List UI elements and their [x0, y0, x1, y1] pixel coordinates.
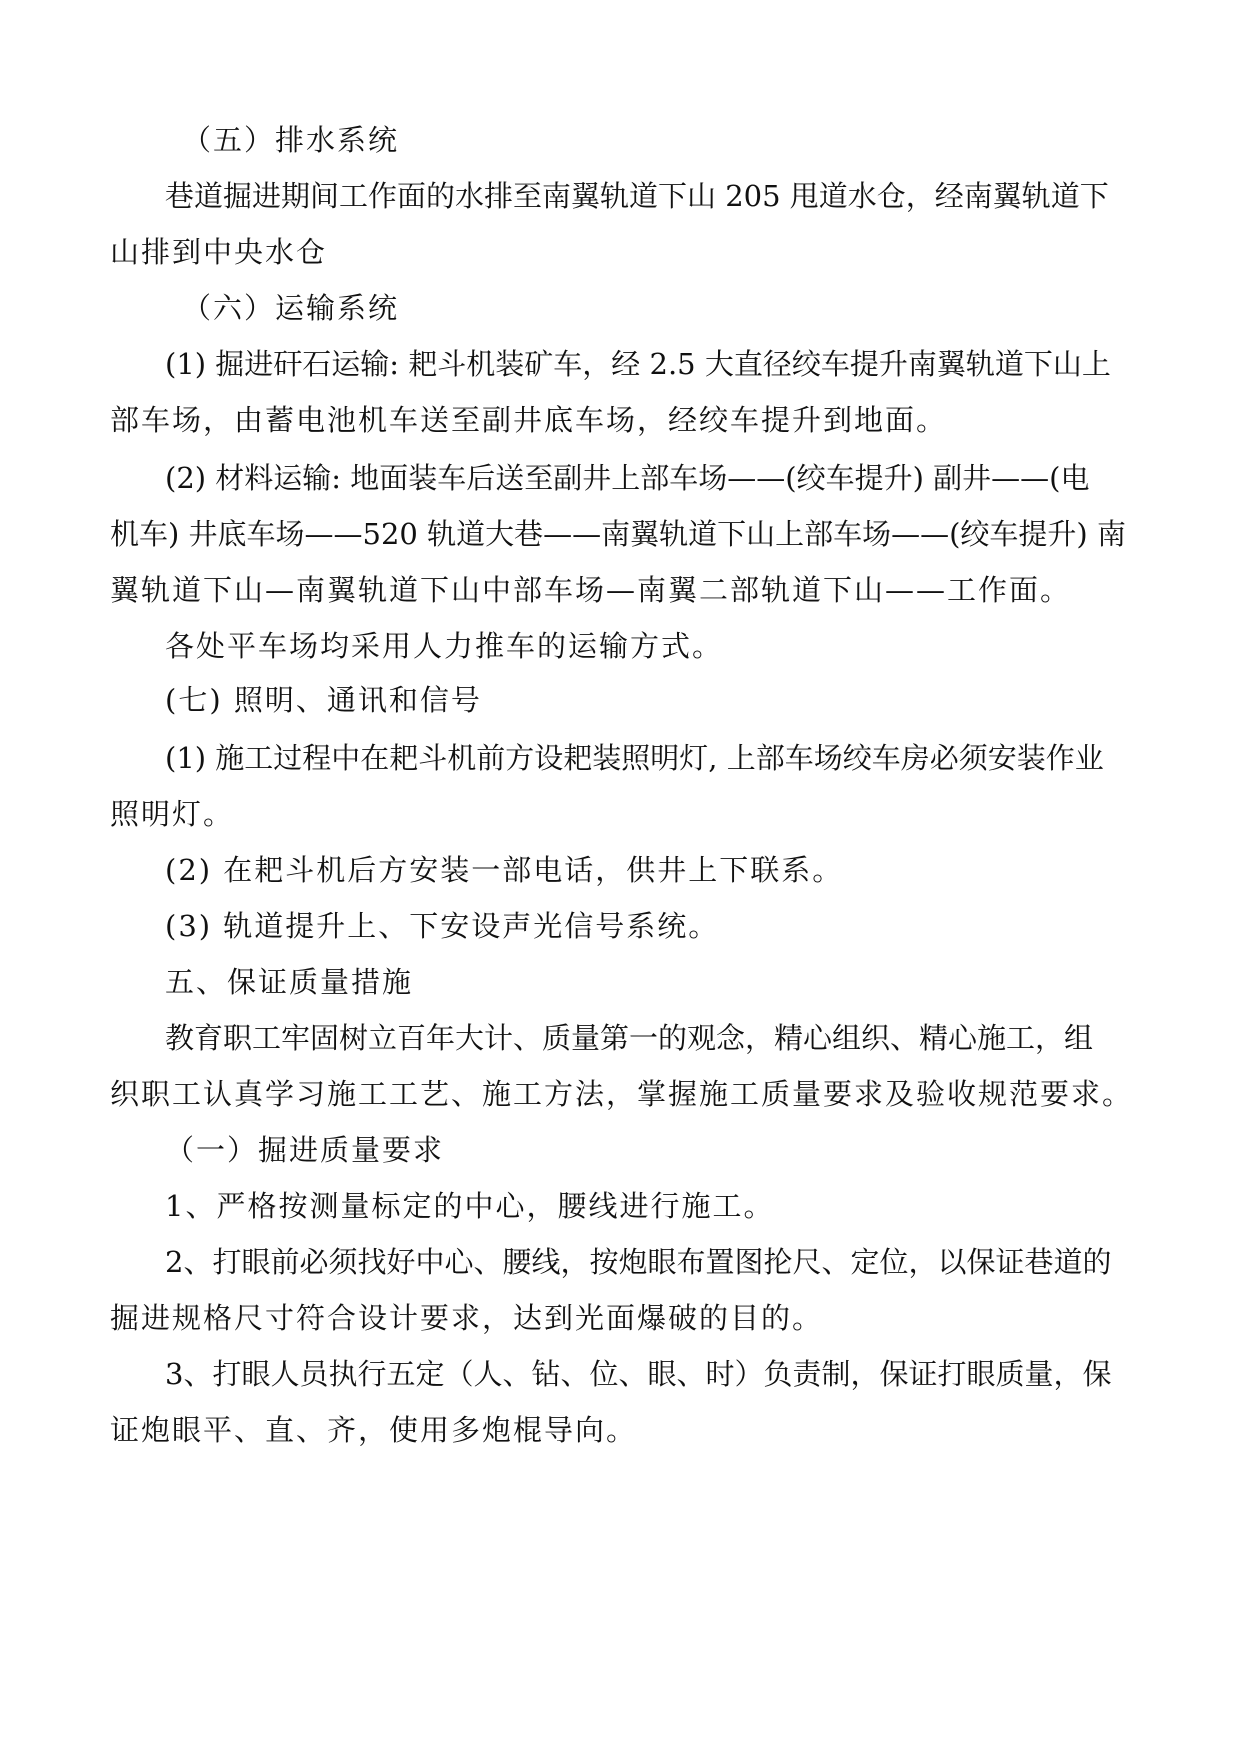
- paragraph-lighting-line-2: 照明灯。: [110, 797, 235, 831]
- paragraph-lighting-line-1: (1) 施工过程中在耙斗机前方设耙装照明灯, 上部车场绞车房必须安装作业: [165, 741, 1104, 775]
- paragraph-signal-system: (3) 轨道提升上、下安设声光信号系统。: [165, 909, 720, 943]
- paragraph-drainage-line-2: 山排到中央水仓: [110, 235, 328, 269]
- paragraph-item-2-line-2: 掘进规格尺寸符合设计要求，达到光面爆破的目的。: [110, 1301, 824, 1335]
- paragraph-telephone: (2) 在耙斗机后方安装一部电话，供井上下联系。: [165, 853, 844, 887]
- paragraph-item-3-line-2: 证炮眼平、直、齐，使用多炮棍导向。: [110, 1413, 638, 1447]
- paragraph-quality-line-1: 教育职工牢固树立百年大计、质量第一的观念，精心组织、精心施工，组: [165, 1021, 1094, 1055]
- paragraph-material-transport-line-3: 翼轨道下山—南翼轨道下山中部车场—南翼二部轨道下山——工作面。: [110, 573, 1072, 607]
- heading-lighting-communication: (七) 照明、通讯和信号: [165, 683, 482, 717]
- paragraph-drainage-line-1: 巷道掘进期间工作面的水排至南翼轨道下山 205 甩道水仓，经南翼轨道下: [165, 179, 1109, 213]
- heading-transport-system: （六）运输系统: [182, 291, 400, 325]
- paragraph-rock-transport-line-1: (1) 掘进矸石运输: 耙斗机装矿车，经 2.5 大直径绞车提升南翼轨道下山上: [165, 347, 1111, 381]
- heading-excavation-quality: （一）掘进质量要求: [165, 1133, 445, 1167]
- paragraph-quality-line-2: 织职工认真学习施工工艺、施工方法，掌握施工质量要求及验收规范要求。: [110, 1077, 1134, 1111]
- paragraph-item-1: 1、严格按测量标定的中心，腰线进行施工。: [165, 1189, 775, 1223]
- paragraph-item-2-line-1: 2、打眼前必须找好中心、腰线，按炮眼布置图抡尺、定位，以保证巷道的: [165, 1245, 1112, 1279]
- paragraph-item-3-line-1: 3、打眼人员执行五定（人、钻、位、眼、时）负责制，保证打眼质量，保: [165, 1357, 1112, 1391]
- paragraph-material-transport-line-1: (2) 材料运输: 地面装车后送至副井上部车场——(绞车提升) 副井——(电: [165, 461, 1090, 495]
- heading-quality-measures: 五、保证质量措施: [165, 965, 414, 999]
- paragraph-material-transport-line-2: 机车) 井底车场——520 轨道大巷——南翼轨道下山上部车场——(绞车提升) 南: [110, 517, 1126, 551]
- paragraph-rock-transport-line-2: 部车场，由蓄电池机车送至副井底车场，经绞车提升到地面。: [110, 403, 948, 437]
- heading-drainage-system: （五）排水系统: [182, 123, 400, 157]
- paragraph-flat-yard: 各处平车场均采用人力推车的运输方式。: [165, 629, 724, 663]
